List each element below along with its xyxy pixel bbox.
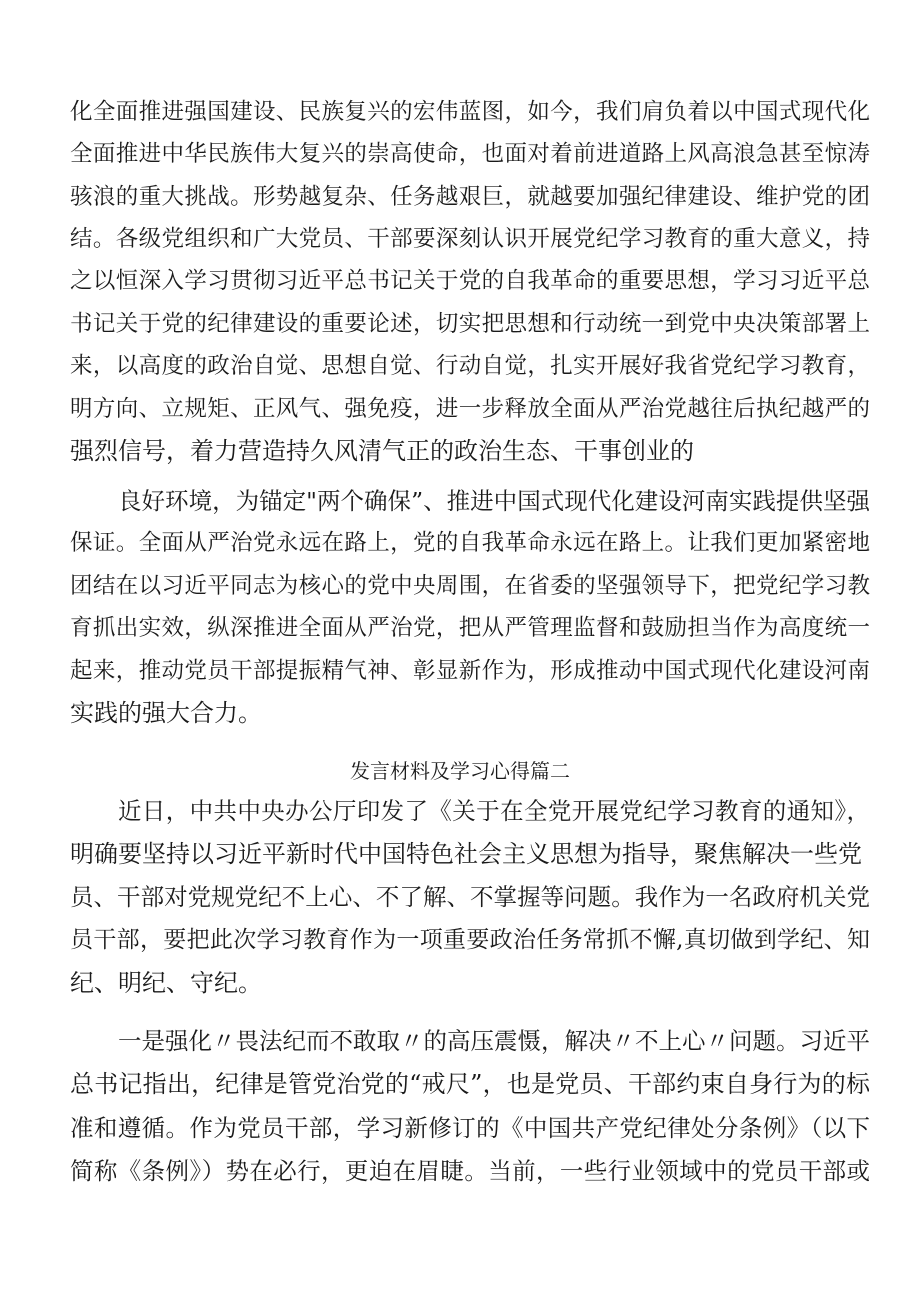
paragraph-line: 良好环境，为锚定"两个确保”、推进中国式现代化建设河南实践提供坚强 (118, 487, 870, 515)
paragraph-line: 简称《条例》）势在必行，更迫在眉睫。当前，一些行业领域中的党员干部或 (70, 1157, 870, 1185)
paragraph-line: 一是强化〃畏法纪而不敢取〃的高压震慑，解决〃不上心〃问题。习近平 (118, 1027, 870, 1055)
paragraph-line: 准和遵循。作为党员干部，学习新修订的《中国共产党纪律处分条例》（以下 (70, 1114, 870, 1142)
section-heading: 发言材料及学习心得篇二 (350, 759, 570, 783)
paragraph-line: 书记关于党的纪律建设的重要论述，切实把思想和行动统一到党中央决策部署上 (70, 311, 870, 337)
paragraph-line: 近日，中共中央办公厅印发了《关于在全党开展党纪学习教育的通知》， (118, 797, 870, 825)
paragraph-line: 员、干部对党规党纪不上心、不了解、不掌握等问题。我作为一名政府机关党 (70, 883, 870, 911)
paragraph-line: 之以恒深入学习贯彻习近平总书记关于党的自我革命的重要思想，学习习近平总 (70, 268, 870, 294)
paragraph-line: 强烈信号，着力营造持久风清气正的政治生态、干事创业的 (70, 437, 694, 465)
paragraph-line: 保证。全面从严治党永远在路上，党的自我革命永远在路上。让我们更加紧密地 (70, 530, 870, 556)
paragraph-line: 起来，推动党员干部提振精气神、彰显新作为，形成推动中国式现代化建设河南 (70, 658, 870, 684)
paragraph-line: 纪、明纪、守纪。 (70, 969, 262, 997)
paragraph-line: 结。各级党组织和广大党员、干部要深刻认识开展党纪学习教育的重大意义，持 (70, 226, 870, 252)
paragraph-line: 育抓出实效，纵深推进全面从严治党，把从严管理监督和鼓励担当作为高度统一 (70, 615, 870, 641)
paragraph-line: 全面推进中华民族伟大复兴的崇高使命，也面对着前进道路上风高浪急甚至惊涛 (70, 141, 870, 167)
paragraph-line: 员干部，要把此次学习教育作为一项重要政治任务常抓不懈,真切做到学纪、知 (70, 927, 870, 953)
paragraph-line: 团结在以习近平同志为核心的党中央周围，在省委的坚强领导下，把党纪学习教 (70, 573, 870, 599)
paragraph-line: 总书记指出，纪律是管党治党的“戒尺”，也是党员、干部约束自身行为的标 (70, 1070, 870, 1098)
paragraph-line: 来，以高度的政治自觉、思想自觉、行动自觉，扎实开展好我省党纪学习教育， (70, 353, 870, 379)
paragraph-line: 化全面推进强国建设、民族复兴的宏伟蓝图，如今，我们肩负着以中国式现代化 (70, 99, 870, 125)
paragraph-line: 骇浪的重大挑战。形势越复杂、任务越艰巨，就越要加强纪律建设、维护党的团 (70, 184, 870, 210)
paragraph-line: 明方向、立规矩、正风气、强免疫，进一步释放全面从严治党越往后执纪越严的 (70, 396, 870, 422)
paragraph-line: 明确要坚持以习近平新时代中国特色社会主义思想为指导，聚焦解决一些党 (70, 840, 862, 868)
paragraph-line: 实践的强大合力。 (70, 699, 262, 727)
